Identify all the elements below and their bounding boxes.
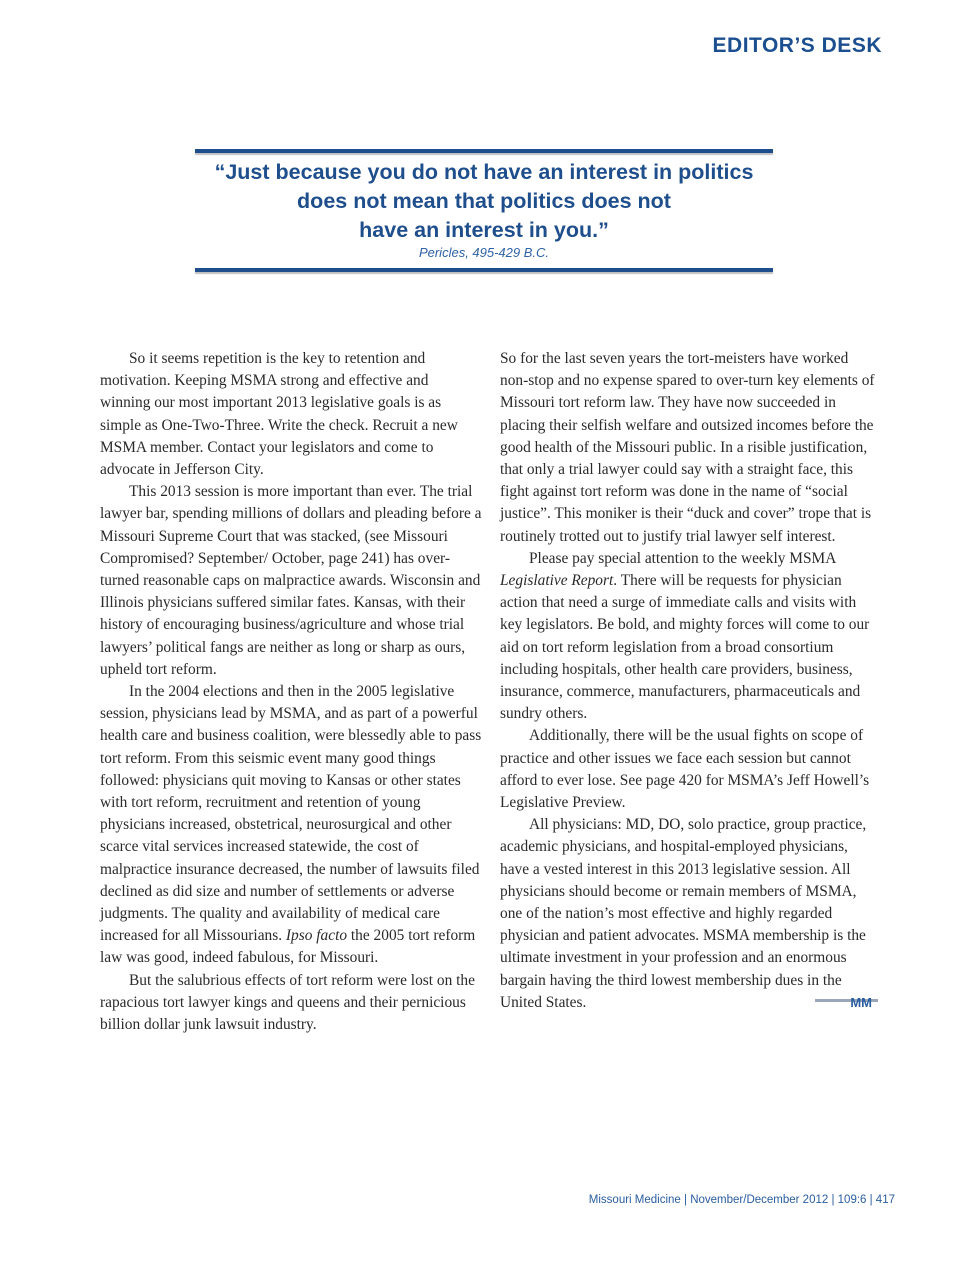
pull-quote-line: have an interest in you.” [359, 218, 609, 242]
italic-phrase: Legislative Report [500, 572, 614, 590]
page-footer: Missouri Medicine | November/December 2012 | 109:6 | 417 [588, 1194, 895, 1206]
paragraph: So it seems repetition is the key to retention and motivation. Keeping MSMA strong and effective and winning our most important 2013 legislative goals is as simple as One-Two-Three. Write the check. Recruit a new MSMA member. Contact your legislators and come to advocate in Jefferson City. [100, 350, 458, 479]
paragraph: Additionally, there will be the usual fights on scope of practice and other issues we face each session but cannot afford to ever lose. See page 420 for MSMA’s Jeff Howell’s Legislative Preview. [500, 727, 870, 812]
paragraph [100, 681, 482, 970]
left-column [100, 348, 482, 1036]
section-label: EDITOR’S DESK [712, 34, 882, 57]
paragraph [500, 814, 880, 1014]
paragraph-text: All physicians: MD, DO, solo practice, group practice, academic physicians, and hospital-employed physicians, have a vested interest in this 2013 legislative session. All physicians should become or remain members of MSMA, one of the nation’s most effective and highly regarded physician and patient advocates. MSMA membership is the ultimate investment in your profession and an enormous bargain having the third lowest membership dues in the United States. [500, 816, 867, 1011]
paragraph-text: In the 2004 elections and then in the 2005 legislative session, physicians lead by MSMA, and as part of a powerful health care and business coalition, were blessedly able to pass tort reform. From this seismic event many good things followed: physicians quit moving to Kansas or other states with tort reform, recruitment and retention of young physicians increased, obstetrical, neurosurgical and other scarce vital services increased statewide, the cost of malpractice insurance decreased, the number of lawsuits filed declined as did size and number of settlements or adverse judgments. The quality and availability of medical care increased for all Missourians. [100, 683, 482, 945]
quote-top-rule [195, 149, 773, 153]
right-column [500, 348, 880, 1014]
italic-phrase: Ipso facto [285, 927, 348, 945]
paragraph-text: Please pay special attention to the weekly MSMA [529, 549, 836, 567]
quote-attribution: Pericles, 495-429 B.C. [418, 245, 550, 260]
paragraph: This 2013 session is more important than ever. The trial lawyer bar, spending millions of dollars and pleading before a Missouri Supreme Court that was stacked, (see Missouri Compromised? September/ October, page 241) has over-turned reasonable caps on malpractice awards. Wisconsin and Illinois physicians suffered similar fates. Kansas, with their history of encouraging business/agriculture and whose trial lawyers’ political fangs are neither as long or sharp as ours, upheld tort reform. [100, 483, 482, 678]
pull-quote [195, 158, 773, 245]
paragraph [500, 548, 880, 726]
paragraph-text: . There will be requests for physician action that need a surge of immediate calls and visits with key legislators. Be bold, and mighty forces will come to our aid on tort reform legislation from a broad consortium including hospitals, other health care providers, business, insurance, commerce, manufacturers, pharmaceuticals and sundry others. [500, 572, 870, 723]
paragraph: So for the last seven years the tort-meisters have worked non-stop and no expense spared to over-turn key elements of Missouri tort reform law. They have now succeeded in placing their selfish welfare and outsized incomes before the good health of the Missouri public. In a risible justification, that only a trial lawyer could say with a straight face, this fight against tort reform was done in the name of “social justice”. This moniker is their “duck and cover” trope that is routinely trotted out to justify trial lawyer self interest. [500, 350, 875, 545]
paragraph: But the salubrious effects of tort reform were lost on the rapacious tort lawyer kings and queens and their pernicious billion dollar junk lawsuit industry. [100, 971, 475, 1034]
end-mark-logo: MM [815, 992, 878, 1014]
pull-quote-line: “Just because you do not have an interest in politics [214, 160, 754, 184]
paragraph-text: the 2005 tort reform law was good, indeed fabulous, for Missouri. [100, 927, 476, 967]
quote-bottom-rule [195, 268, 773, 272]
pull-quote-line: does not mean that politics does not [297, 189, 671, 213]
